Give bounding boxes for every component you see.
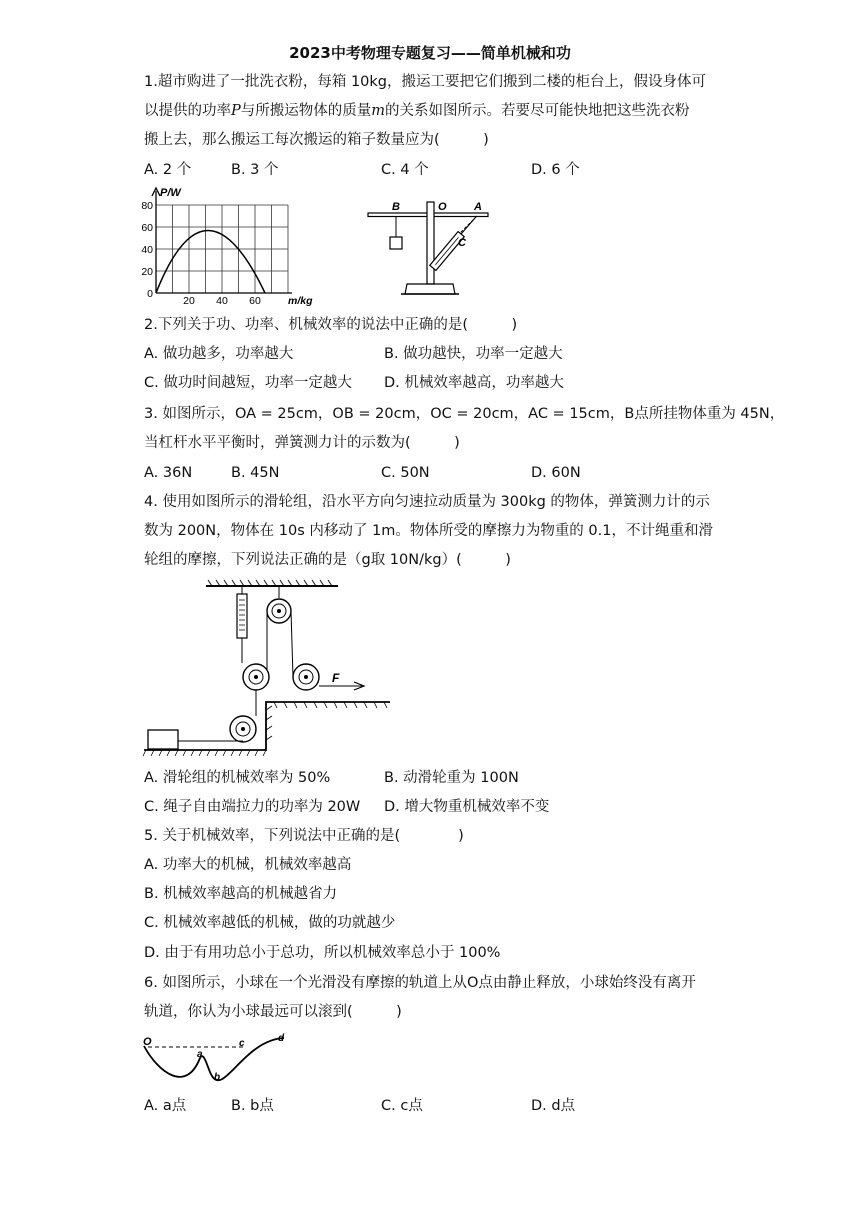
q3-line-2: 当杠杆水平平衡时，弹簧测力计的示数为( ) bbox=[144, 435, 460, 451]
q2-line-1: 2.下列关于功、功率、机械效率的说法中正确的是( ) bbox=[144, 317, 518, 333]
graph-xtick: 60 bbox=[249, 295, 261, 307]
q1-line-3: 搬上去，那么搬运工每次搬运的箱子数量应为( ) bbox=[144, 132, 489, 148]
q6-option-b: B. b点 bbox=[231, 1098, 274, 1114]
q6-option-a: A. a点 bbox=[144, 1098, 187, 1114]
q4-line-1: 4. 使用如图所示的滑轮组，沿水平方向匀速拉动质量为 300kg 的物体，弹簧测力计的示 bbox=[144, 494, 710, 510]
lever-stand bbox=[427, 202, 434, 284]
lever-diagram bbox=[365, 196, 495, 298]
q5-option-a: A. 功率大的机械，机械效率越高 bbox=[144, 857, 352, 873]
pulley-diagram bbox=[142, 578, 392, 760]
q1-option-b: B. 3 个 bbox=[231, 162, 279, 178]
ground bbox=[143, 702, 390, 756]
graph-grid bbox=[156, 205, 288, 293]
spring-hook bbox=[461, 218, 475, 234]
q5-option-b: B. 机械效率越高的机械越省力 bbox=[144, 886, 338, 902]
q1-option-d: D. 6 个 bbox=[531, 162, 580, 178]
q3-option-b: B. 45N bbox=[231, 465, 280, 481]
q2-option-b: B. 做功越快，功率一定越大 bbox=[384, 346, 563, 362]
movable-pulley-middle bbox=[243, 664, 269, 690]
q6-line-2: 轨道，你认为小球最远可以滚到( ) bbox=[144, 1004, 402, 1020]
label-o: O bbox=[438, 201, 447, 213]
label-a: a bbox=[197, 1049, 203, 1060]
graph-ytick: 80 bbox=[141, 200, 153, 212]
label-d: d bbox=[278, 1033, 285, 1044]
ceiling bbox=[206, 580, 338, 586]
q6-option-c: C. c点 bbox=[381, 1098, 423, 1114]
object-block bbox=[148, 730, 178, 749]
label-b: b bbox=[214, 1072, 221, 1083]
q3-option-c: C. 50N bbox=[381, 465, 430, 481]
graph-xtick: 40 bbox=[216, 295, 228, 307]
q6-line-1: 6. 如图所示，小球在一个光滑没有摩擦的轨道上从O点由静止释放，小球始终没有离开 bbox=[144, 975, 696, 991]
q1-option-a: A. 2 个 bbox=[144, 162, 192, 178]
label-o: O bbox=[143, 1036, 152, 1048]
graph-ytick: 20 bbox=[141, 266, 153, 278]
label-b: B bbox=[392, 201, 400, 213]
q2-option-d: D. 机械效率越高，功率越大 bbox=[384, 375, 564, 391]
fixed-pulley-top bbox=[267, 586, 291, 623]
label-c: C bbox=[458, 237, 466, 249]
q5-option-d: D. 由于有用功总小于总功，所以机械效率总小于 100% bbox=[144, 945, 501, 961]
q3-option-d: D. 60N bbox=[531, 465, 581, 481]
q3-line-1: 3. 如图所示，OA = 25cm，OB = 20cm，OC = 20cm，AC = 15cm，B点所挂物体重为 45N， bbox=[144, 406, 785, 422]
lever-base bbox=[405, 284, 455, 294]
q1-option-c: C. 4 个 bbox=[381, 162, 429, 178]
q4-option-d: D. 增大物重机械效率不变 bbox=[384, 799, 550, 815]
graph-xlabel: m/kg bbox=[288, 295, 313, 307]
q5-line-1: 5. 关于机械效率，下列说法中正确的是( ) bbox=[144, 828, 464, 844]
pulley-bottom bbox=[230, 716, 256, 742]
q2-option-c: C. 做功时间越短，功率一定越大 bbox=[144, 375, 352, 391]
q4-line-2: 数为 200N，物体在 10s 内移动了 1m。物体所受的摩擦力为物重的 0.1，不计绳重和滑 bbox=[144, 523, 713, 539]
graph-xtick: 20 bbox=[183, 295, 195, 307]
force-label: F bbox=[332, 671, 340, 685]
graph-ytick: 0 bbox=[147, 288, 153, 300]
q4-line-3: 轮组的摩擦，下列说法正确的是（g取 10N/kg）( ) bbox=[144, 552, 511, 568]
q4-option-a: A. 滑轮组的机械效率为 50% bbox=[144, 770, 331, 786]
label-c: c bbox=[239, 1038, 245, 1049]
fixed-pulley-right bbox=[293, 664, 319, 690]
spring-balance bbox=[237, 586, 247, 663]
q4-option-c: C. 绳子自由端拉力的功率为 20W bbox=[144, 799, 361, 815]
page-title: 2023中考物理专题复习——简单机械和功 bbox=[289, 44, 571, 62]
graph-ytick: 60 bbox=[141, 222, 153, 234]
q5-option-c: C. 机械效率越低的机械，做的功就越少 bbox=[144, 915, 396, 931]
graph-ylabel: P/W bbox=[160, 187, 181, 199]
q3-option-a: A. 36N bbox=[144, 465, 193, 481]
power-mass-graph bbox=[140, 185, 330, 307]
hanging-weight bbox=[390, 237, 402, 249]
q2-option-a: A. 做功越多，功率越大 bbox=[144, 346, 294, 362]
track-diagram bbox=[140, 1032, 290, 1088]
graph-ytick: 40 bbox=[141, 244, 153, 256]
q1-line-1: 1.超市购进了一批洗衣粉，每箱 10kg，搬运工要把它们搬到二楼的柜台上，假设身体可 bbox=[144, 74, 706, 90]
q6-option-d: D. d点 bbox=[531, 1098, 576, 1114]
q1-line-2: 以提供的功率P与所搬运物体的质量m的关系如图所示。若要尽可能快地把这些洗衣粉 bbox=[144, 103, 690, 119]
q4-option-b: B. 动滑轮重为 100N bbox=[384, 770, 519, 786]
label-a: A bbox=[474, 201, 482, 213]
